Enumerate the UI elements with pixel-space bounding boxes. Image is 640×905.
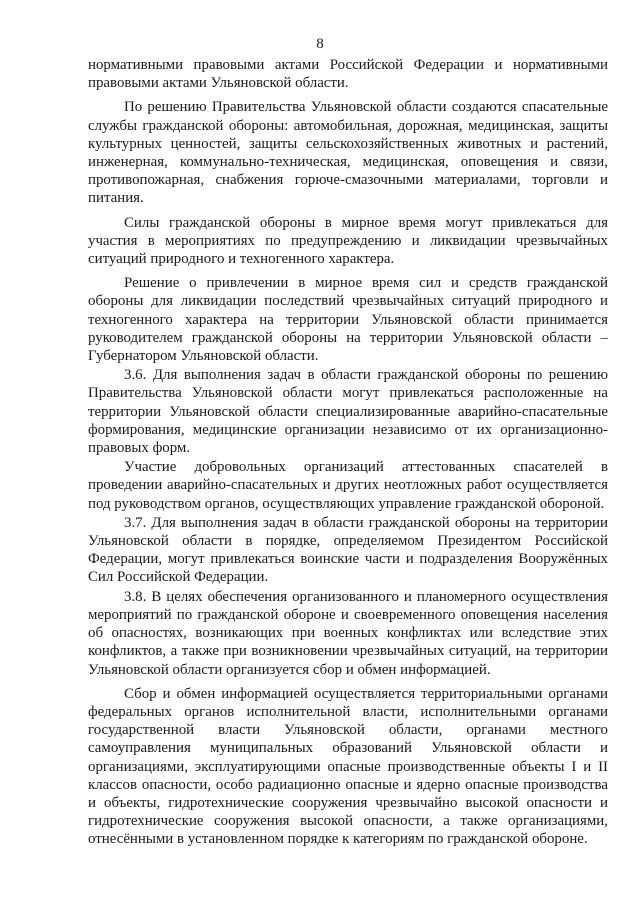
document-body: [88, 56, 608, 849]
paragraph-information-exchange: Сбор и обмен информацией осуществляется территориальными органами федеральных органов исполнительной власти, исполнительными органами государственной власти Ульяновской области, органами местного самоуправления муниципальных образований Ульяновской области и организациями, эксплуатирующими опасные производственные объекты I и II классов опасности, особо радиационно опасные и ядерно опасные производства и объекты, гидротехнические сооружения чрезвычайно высокой опасности и гидротехнические сооружения высокой опасности, а также организациями, отнесёнными в установленном порядке к категориям по гражданской обороне.: [88, 685, 608, 848]
paragraph-section-3-6: 3.6. Для выполнения задач в области гражданской обороны по решению Правительства Ульяновской области могут привлекаться расположенные на территории Ульяновской области специализированные аварийно-спасательные формирования, медицинские организации независимо от их организационно-правовых форм.: [88, 367, 608, 457]
paragraph-volunteer-organizations: Участие добровольных организаций аттестованных спасателей в проведении аварийно-спасательных и других неотложных работ осуществляется под руководством органов, осуществляющих управление гражданской обороной.: [88, 459, 608, 512]
page-number: 8: [316, 36, 324, 52]
paragraph-civil-defense-forces: Силы гражданской обороны в мирное время могут привлекаться для участия в мероприятиях по предупреждению и ликвидации чрезвычайных ситуаций природного и техногенного характера.: [88, 214, 608, 268]
paragraph-rescue-services: По решению Правительства Ульяновской области создаются спасательные службы гражданской обороны: автомобильная, дорожная, медицинская, защиты культурных ценностей, защиты сельскохозяйственных животных и растений, инженерная, коммунально-техническая, медицинская, оповещения и связи, противопожарная, снабжения горюче-смазочными материалами, торговли и питания.: [88, 99, 608, 207]
paragraph-section-3-8: 3.8. В целях обеспечения организованного и планомерного осуществления мероприятий по гражданской обороне и своевременного оповещения населения об опасностях, возникающих при военных конфликтах или вследствие этих конфликтов, а также при возникновении чрезвычайных ситуаций, на территории Ульяновской области организуется сбор и обмен информацией.: [88, 588, 608, 678]
paragraph-continuation: нормативными правовыми актами Российской Федерации и нормативными правовыми актами Ульяновской области.: [88, 57, 608, 92]
paragraph-section-3-7: 3.7. Для выполнения задач в области гражданской обороны на территории Ульяновской области в порядке, определяемом Президентом Российской Федерации, могут привлекаться воинские части и подразделения Вооружённых Сил Российской Федерации.: [88, 514, 608, 586]
paragraph-decision-engagement: Решение о привлечении в мирное время сил и средств гражданской обороны для ликвидации последствий чрезвычайных ситуаций природного и техногенного характера на территории Ульяновской области принимается руководителем гражданской обороны на территории Ульяновской области – Губернатором Ульяновской области.: [88, 275, 608, 365]
